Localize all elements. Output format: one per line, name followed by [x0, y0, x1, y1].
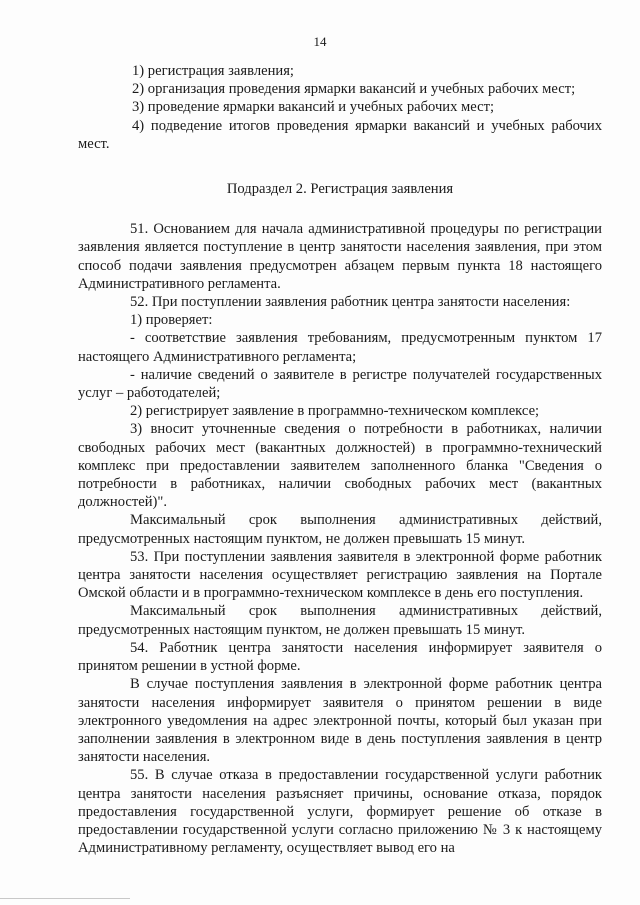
paragraph-52-check-1: - соответствие заявления требованиям, предусмотренным пунктом 17 настоящего Административного регламента; — [78, 330, 602, 365]
paragraph-52: 52. При поступлении заявления работник центра занятости населения: — [130, 294, 571, 311]
list-item: 1) регистрация заявления; — [132, 63, 294, 79]
section-heading: Подраздел 2. Регистрация заявления — [226, 181, 454, 198]
paragraph-52-item-3: 3) вносит уточненные сведения о потребности в работниках, наличии свободных рабочих мест (вакантных должностей) в программно-технический комплекс при предоставлении заявителем заполненного бланка "Сведения о потребности в работниках, наличии свободных рабочих мест (вакантных должностей)". — [78, 421, 602, 511]
paragraph-53: 53. При поступлении заявления заявителя в электронной форме работник центра занятости населения осуществляет регистрацию заявления на Портале Омской области и в программно-техническом комплексе в день его поступления. — [78, 548, 602, 602]
paragraph-52-item-1: 1) проверяет: — [130, 312, 213, 329]
paragraph-54-electronic: В случае поступления заявления в электронной форме работник центра занятости населения информирует заявителя о принятом решении в виде электронного уведомления на адрес электронной почты, который был указан при заполнении заявления в электронном виде в день поступления заявления в центр занятости населения. — [78, 676, 602, 766]
list-item: 2) организация проведения ярмарки вакансий и учебных рабочих мест; — [132, 81, 576, 98]
paragraph-52-check-2: - наличие сведений о заявителе в регистре получателей государственных услуг – работодателей; — [78, 366, 602, 402]
paragraph-53-deadline: Максимальный срок выполнения административных действий, предусмотренных настоящим пунктом, не должен превышать 15 минут. — [78, 603, 602, 638]
document-body — [78, 62, 602, 857]
paragraph-52-deadline: Максимальный срок выполнения административных действий, предусмотренных настоящим пунктом, не должен превышать 15 минут. — [78, 512, 602, 547]
list-item: 4) подведение итогов проведения ярмарки вакансий и учебных рабочих мест. — [78, 117, 602, 152]
paragraph-55: 55. В случае отказа в предоставлении государственной услуги работник центра занятости населения разъясняет причины, основание отказа, порядок предоставления государственной услуги, формирует решение об отказе в предоставлении государственной услуги согласно приложению № 3 к настоящему Административному регламенту, осуществляет вывод его на — [78, 767, 602, 857]
page-number: 14 — [313, 34, 327, 49]
paragraph-51: 51. Основанием для начала административной процедуры по регистрации заявления является поступление в центр занятости населения заявления, при этом способ подачи заявления предусмотрен абзацем первым пункта 18 настоящего Административного регламента. — [78, 221, 602, 292]
paragraph-54: 54. Работник центра занятости населения информирует заявителя о принятом решении в устной форме. — [78, 639, 602, 675]
paragraph-52-item-2: 2) регистрирует заявление в программно-техническом комплексе; — [130, 403, 540, 420]
list-item: 3) проведение ярмарки вакансий и учебных рабочих мест; — [132, 99, 495, 116]
bottom-rule — [0, 898, 130, 899]
